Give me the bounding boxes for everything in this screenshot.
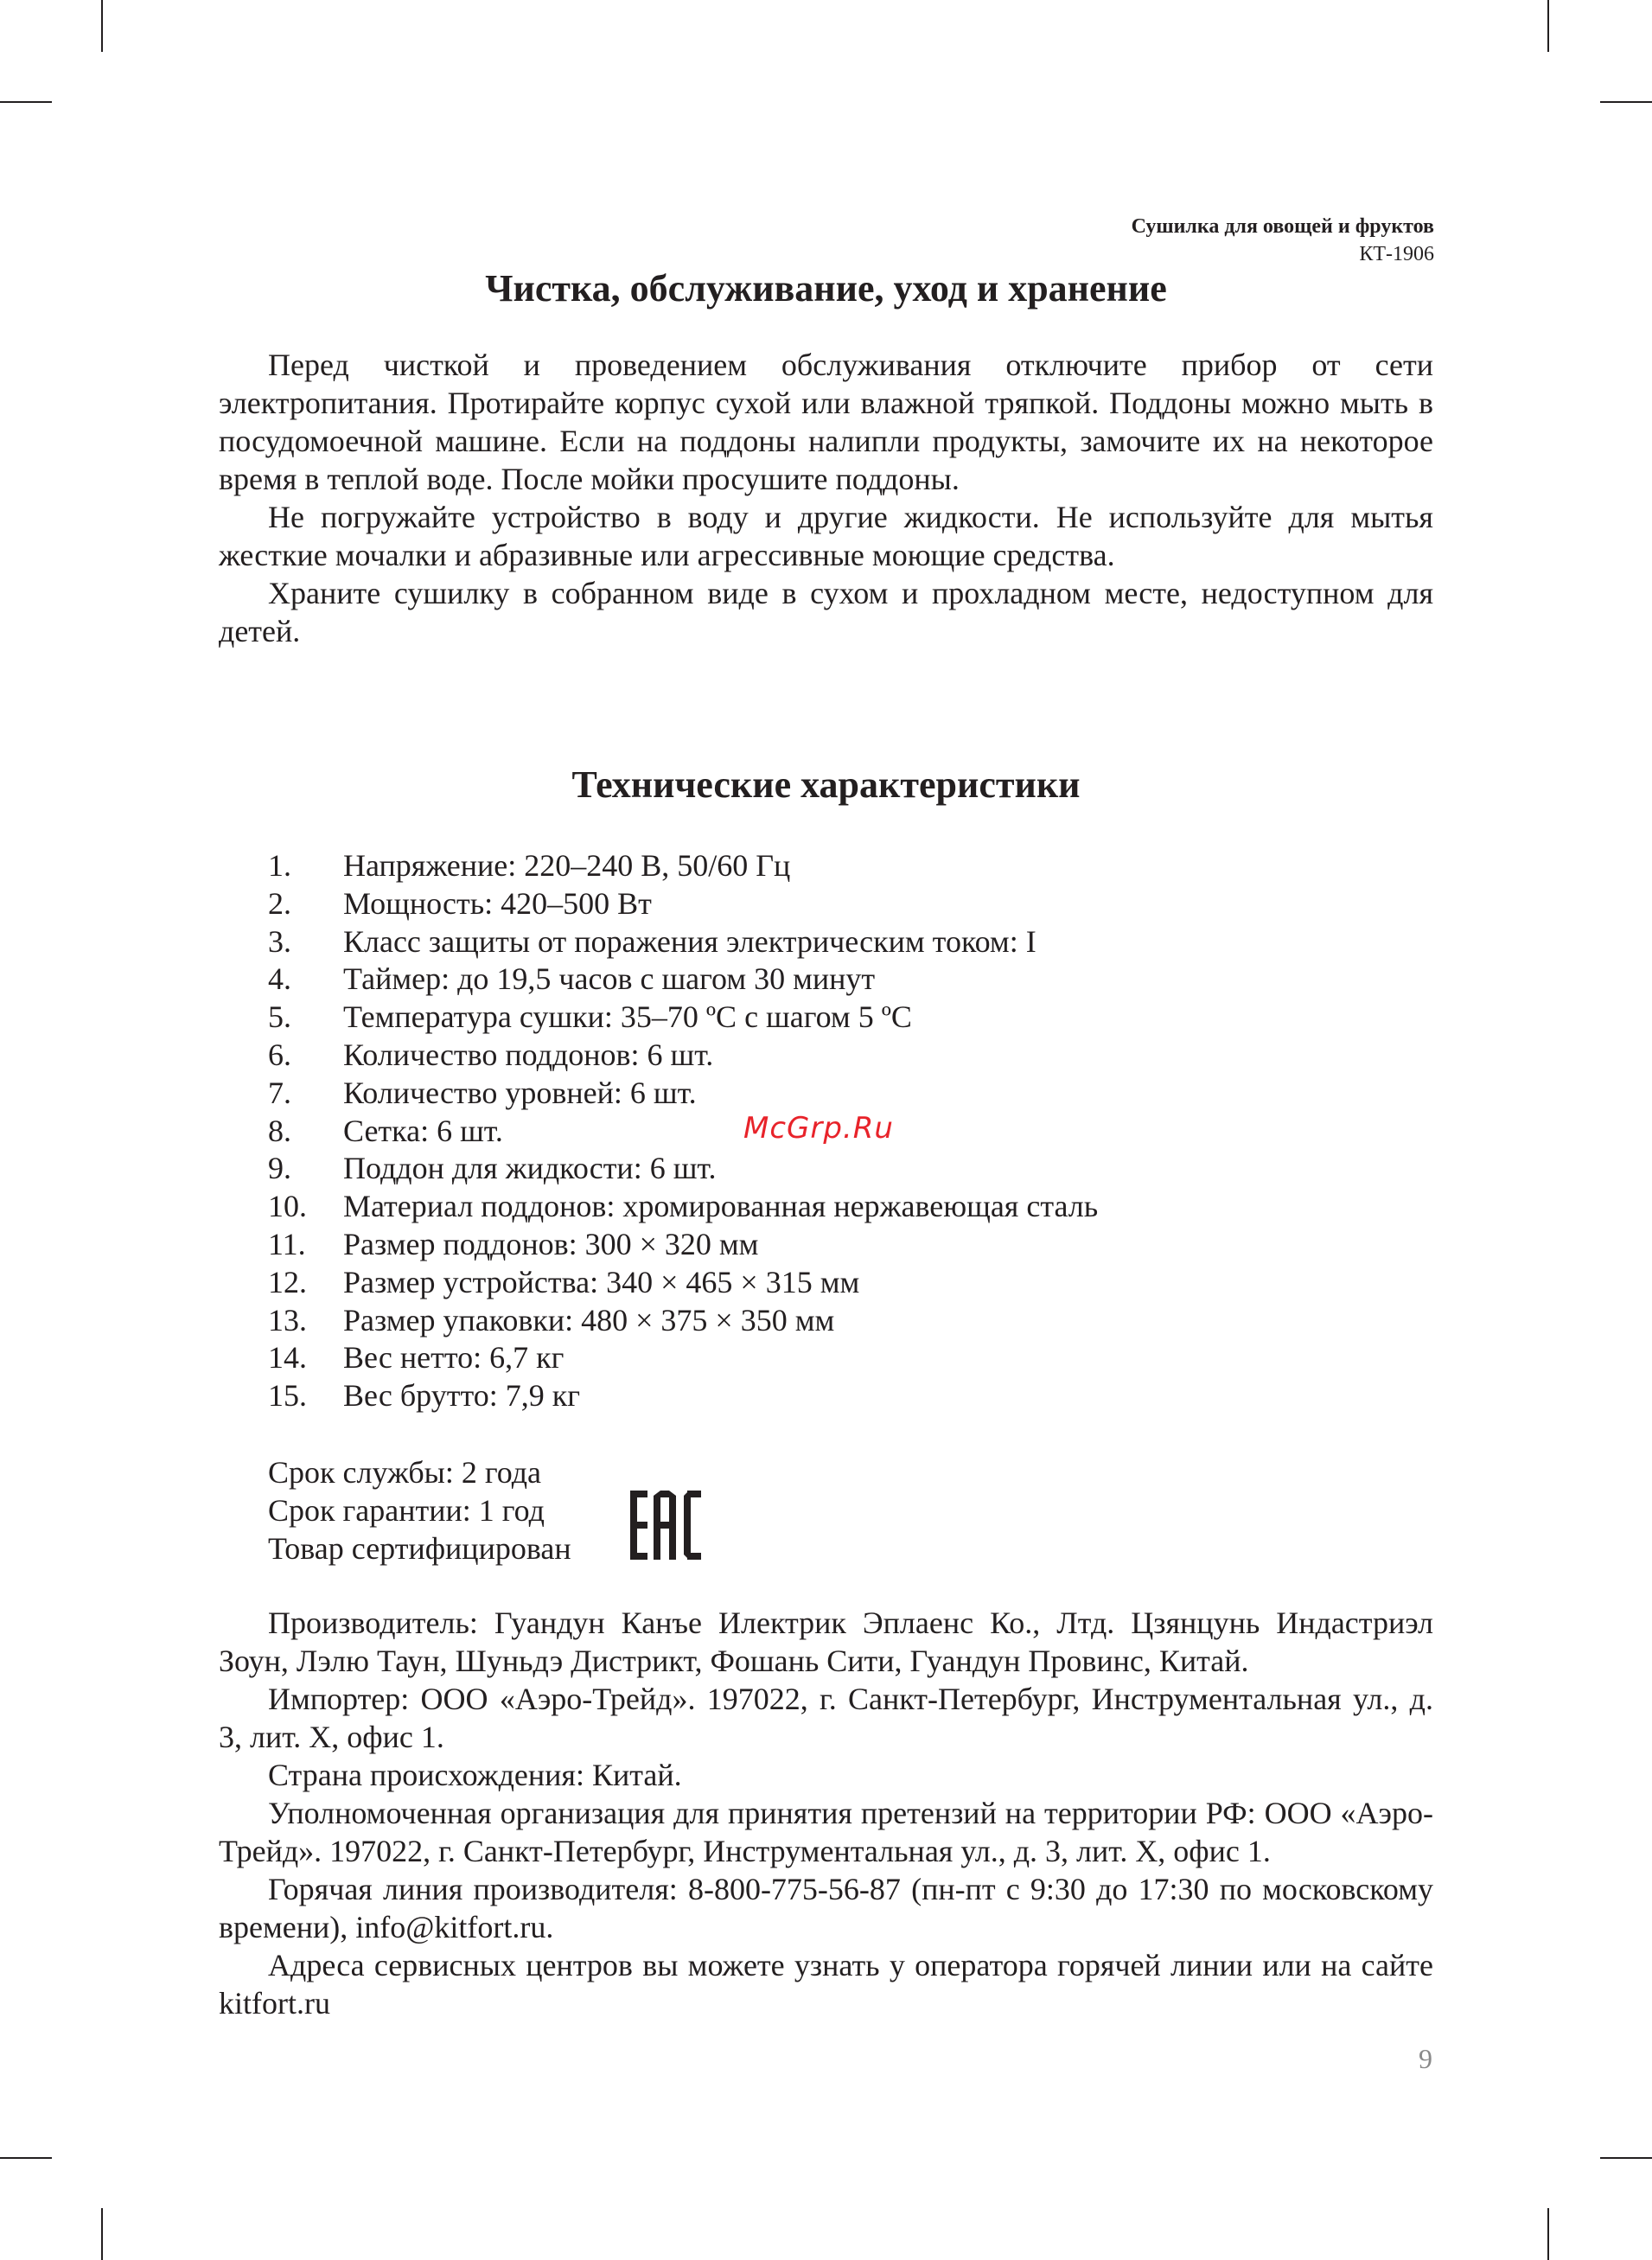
- crop-mark: [101, 2208, 103, 2260]
- page-number: 9: [1419, 2043, 1432, 2074]
- crop-mark: [1600, 101, 1652, 103]
- manufacturer-section: [219, 1604, 1433, 2022]
- authorized-org-paragraph: Уполномоченная организация для принятия претензий на территории РФ: ООО «Аэро-Трейд». 197022, г. Санкт-Петербург, Инструментальная ул., д. 3, лит. Х, офис 1.: [219, 1796, 1433, 1868]
- spec-item: 5. Температура сушки: 35–70 ºС с шагом 5 ºС: [268, 999, 912, 1035]
- service-centers-paragraph: Адреса сервисных центров вы можете узнать у оператора горячей линии или на сайте kitfort.ru: [219, 1948, 1433, 2021]
- specs-list: [268, 847, 1098, 1415]
- cleaning-paragraph: Перед чисткой и проведением обслуживания отключите прибор от сети электропитания. Протирайте корпус сухой или влажной тряпкой. Поддоны можно мыть в посудомоечной машине. Если на поддоны налипли продукты, замочите их на некоторое время в теплой воде. После мойки просушите поддоны.: [219, 348, 1433, 496]
- cleaning-section: [219, 346, 1433, 650]
- spec-item: 2. Мощность: 420–500 Вт: [268, 885, 652, 921]
- spec-item: 9. Поддон для жидкости: 6 шт.: [268, 1151, 717, 1186]
- spec-item: 13. Размер упаковки: 480 × 375 × 350 мм: [268, 1302, 835, 1337]
- importer-paragraph: Импортер: ООО «Аэро-Трейд». 197022, г. Санкт-Петербург, Инструментальная ул., д. 3, лит. Х, офис 1.: [219, 1682, 1433, 1754]
- watermark: McGrp.Ru: [743, 1111, 894, 1146]
- origin-paragraph: Страна происхождения: Китай.: [268, 1758, 682, 1792]
- spec-item: 1. Напряжение: 220–240 В, 50/60 Гц: [268, 848, 791, 883]
- spec-item: 10. Материал поддонов: хромированная нержавеющая сталь: [268, 1189, 1099, 1224]
- manufacturer-paragraph: Производитель: Гуандун Канъе Илектрик Эплаенс Ко., Лтд. Цзянцунь Индастриэл Зоун, Лэлю Таун, Шуньдэ Дистрикт, Фошань Сити, Гуандун Провинс, Китай.: [219, 1606, 1433, 1678]
- spec-item: 11. Размер поддонов: 300 × 320 мм: [268, 1226, 759, 1261]
- spec-item: 6. Количество поддонов: 6 шт.: [268, 1037, 714, 1072]
- service-info: [268, 1453, 571, 1567]
- crop-mark: [101, 0, 103, 52]
- spec-item: 8. Сетка: 6 шт.: [268, 1113, 503, 1148]
- crop-mark: [1547, 0, 1549, 52]
- header-model: КТ-1906: [1359, 243, 1434, 265]
- crop-mark: [1600, 2157, 1652, 2159]
- spec-item: 12. Размер устройства: 340 × 465 × 315 мм: [268, 1264, 860, 1299]
- specs-title: Технические характеристики: [571, 763, 1081, 806]
- crop-mark: [0, 2157, 52, 2159]
- hotline-paragraph: Горячая линия производителя: 8-800-775-56-87 (пн-пт с 9:30 до 17:30 по московскому времени), info@kitfort.ru.: [219, 1872, 1433, 1944]
- warranty: Срок гарантии: 1 год: [268, 1493, 545, 1528]
- service-life: Срок службы: 2 года: [268, 1455, 542, 1490]
- spec-item: 7. Количество уровней: 6 шт.: [268, 1075, 697, 1110]
- header-product: Сушилка для овощей и фруктов: [1131, 215, 1434, 238]
- eac-logo-icon: [630, 1491, 701, 1560]
- certified: Товар сертифицирован: [268, 1531, 571, 1566]
- cleaning-paragraph: Храните сушилку в собранном виде в сухом и прохладном месте, недоступном для детей.: [219, 576, 1433, 648]
- spec-item: 3. Класс защиты от поражения электрическим током: I: [268, 923, 1036, 959]
- spec-item: 4. Таймер: до 19,5 часов с шагом 30 минут: [268, 961, 876, 997]
- spec-item: 15. Вес брутто: 7,9 кг: [268, 1378, 580, 1414]
- cleaning-paragraph: Не погружайте устройство в воду и другие жидкости. Не используйте для мытья жесткие мочалки и абразивные или агрессивные моющие средства.: [219, 500, 1433, 572]
- crop-mark: [0, 101, 52, 103]
- spec-item: 14. Вес нетто: 6,7 кг: [268, 1340, 564, 1376]
- cleaning-title: Чистка, обслуживание, уход и хранение: [485, 267, 1167, 310]
- running-header: [1132, 213, 1434, 268]
- crop-mark: [1547, 2208, 1549, 2260]
